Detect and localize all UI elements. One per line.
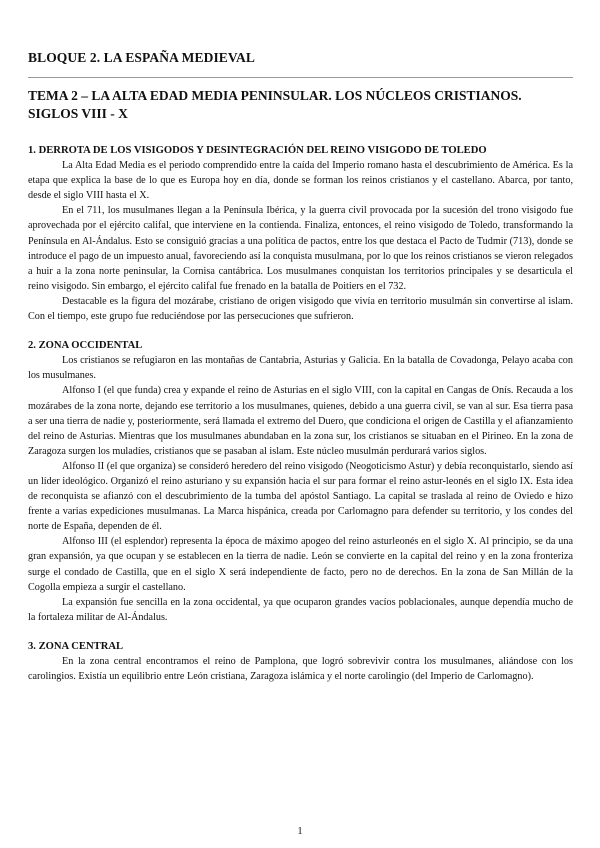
topic-title-line1: TEMA 2 – LA ALTA EDAD MEDIA PENINSULAR. LOS NÚCLEOS CRISTIANOS.	[28, 88, 522, 103]
topic-title-line2: SIGLOS VIII - X	[28, 106, 128, 121]
section-3-paragraph-1: En la zona central encontramos el reino de Pamplona, que logró sobrevivir contra los musulmanes, aliándose con los carolingios. Existía un equilibrio entre León cristiana, Zaragoza islámica y el norte carolingio (del Imperio de Carlomagno).	[28, 656, 573, 683]
section-2-paragraph-5: La expansión fue sencilla en la zona occidental, ya que ocuparon grandes vacíos poblacionales, aunque dependía mucho de la fortaleza militar de Al-Ándalus.	[28, 596, 573, 623]
document-body	[28, 143, 573, 684]
section-2-paragraph-3: Alfonso II (el que organiza) se consideró heredero del reino visigodo (Neogoticismo Astur) y debía reconquistarlo, siendo así un líder ideológico. Organizó el reino asturiano y su expansión hacia el sur para formar el reino astur-leonés en el siglo IX. Esta idea de reconquista se afianzó con el descubrimiento de la tumba del apóstol Santiago. La capital se traslada al reino de Oviedo e hizo frente a varias expediciones musulmanas. La Marca hispánica, creada por Carlomagno para defender su territorio, y los condes del norte de España, dependen de él.	[28, 460, 573, 533]
section-2-paragraph-2: Alfonso I (el que funda) crea y expande el reino de Asturias en el siglo VIII, con la capital en Cangas de Onís. Recauda a los mozárabes de la zona norte, dejando ese territorio a los musulmanes, quienes, debido a una guerra civil, se van al sur. Esa tierra pasa a ser una tierra de nadie y, posteriormente, será llamada el extremo del Duero, que condiciona el origen de Castilla y el afianzamiento del reino de Asturias. Mientras que los musulmanes abundaban en la zona sur, los cristianos se situaban en el Pirineo. En la zona de Zaragoza surgen los muladíes, cristianos que se pasaban al islam. Este núcleo musulmán perdurará varios siglos.	[28, 385, 573, 457]
block-title: BLOQUE 2. LA ESPAÑA MEDIEVAL	[28, 50, 255, 65]
topic-title	[28, 87, 573, 123]
section-1-paragraph-2: En el 711, los musulmanes llegan a la Península Ibérica, y la guerra civil provocada por la sucesión del trono visigodo fue aprovechada por el ejército califal, que interviene en la contienda. Finaliza, entonces, el reino visigodo de Toledo, transformando la Península en Al-Ándalus. Esto se consiguió gracias a una política de pactos, entre los que destaca el Pacto de Tudmir (713), donde se introduce el pago de un impuesto anual, favoreciendo así la conquista musulmana, por lo que los reinos cristianos se vieron relegados a huir a la zona norte peninsular, la Cornisa cantábrica. Los musulmanes conquistan los territorios principales y se desarticula el reino visigodo. Sin embargo, el ejército califal fue frenado en la batalla de Poitiers en el 732.	[28, 205, 573, 292]
section-1-paragraph-3: Destacable es la figura del mozárabe, cristiano de origen visigodo que vivía en territorio musulmán sin convertirse al islam. Con el tiempo, este grupo fue reduciéndose por las persecuciones que sufrieron.	[28, 295, 573, 323]
divider-line	[28, 77, 573, 78]
section-2-heading: 2. ZONA OCCIDENTAL	[28, 340, 143, 352]
section-2-paragraph-1: Los cristianos se refugiaron en las montañas de Cantabria, Asturias y Galicia. En la batalla de Covadonga, Pelayo acaba con los musulmanes.	[28, 355, 573, 382]
section-2-paragraph-4: Alfonso III (el esplendor) representa la época de máximo apogeo del reino asturleonés en el siglo X. Al principio, se da una gran expansión, ya que ocupan y se establecen en la tierra de nadie. León se convierte en la capital del reino y en la zona fronteriza surge el condado de Castilla, que en el siglo X será independiente de facto, pero no de derechos. En la zona de San Millán de la Cogolla empieza a surgir el castellano.	[28, 536, 573, 593]
section-3-heading: 3. ZONA CENTRAL	[28, 640, 124, 652]
section-1-paragraph-1: La Alta Edad Media es el periodo comprendido entre la caída del Imperio romano hasta el descubrimiento de América. Es la etapa que explica la base de lo que es Europa hoy en día, donde se forman los reinos cristianos y el castellano. Abarca, por tanto, desde el siglo VIII hasta el X.	[28, 160, 573, 202]
section-1-heading: 1. DERROTA DE LOS VISIGODOS Y DESINTEGRACIÓN DEL REINO VISIGODO DE TOLEDO	[28, 145, 487, 156]
page-number: 1	[297, 826, 303, 837]
